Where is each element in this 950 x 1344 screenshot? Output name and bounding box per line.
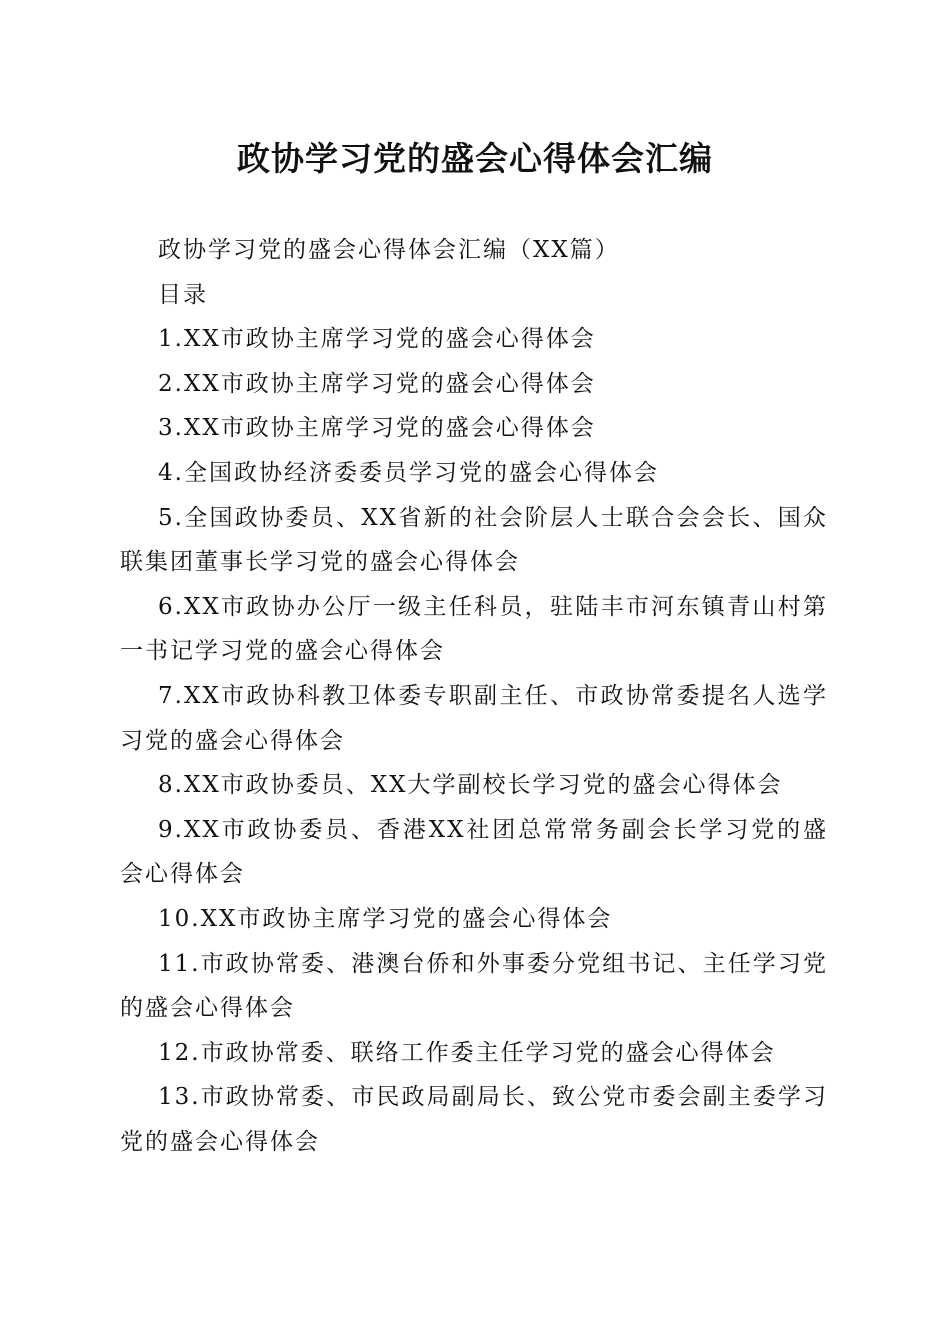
toc-heading: 目录	[158, 281, 208, 308]
toc-item: 12.市政协常委、联络工作委主任学习党的盛会心得体会	[158, 1039, 776, 1066]
toc-item: 9.XX市政协委员、香港XX社团总常常务副会长学习党的盛会心得体会	[120, 816, 828, 888]
toc-item: 7.XX市政协科教卫体委专职副主任、市政协常委提名人选学习党的盛会心得体会	[120, 682, 828, 754]
toc-item: 1.XX市政协主席学习党的盛会心得体会	[158, 326, 596, 353]
toc-item: 11.市政协常委、港澳台侨和外事委分党组书记、主任学习党的盛会心得体会	[120, 950, 828, 1022]
toc-item: 5.全国政协委员、XX省新的社会阶层人士联合会会长、国众联集团董事长学习党的盛会心得体会	[120, 504, 828, 576]
toc-item: 6.XX市政协办公厅一级主任科员，驻陆丰市河东镇青山村第一书记学习党的盛会心得体会	[120, 593, 828, 665]
toc-item: 13.市政协常委、市民政局副局长、致公党市委会副主委学习党的盛会心得体会	[120, 1084, 828, 1155]
toc-item: 10.XX市政协主席学习党的盛会心得体会	[158, 905, 613, 932]
document-body	[120, 228, 828, 1164]
document-subtitle: 政协学习党的盛会心得体会汇编（XX篇）	[158, 237, 620, 263]
toc-item: 3.XX市政协主席学习党的盛会心得体会	[158, 415, 596, 442]
toc-item: 8.XX市政协委员、XX大学副校长学习党的盛会心得体会	[158, 772, 783, 799]
document-title: 政协学习党的盛会心得体会汇编	[237, 139, 713, 178]
toc-item: 2.XX市政协主席学习党的盛会心得体会	[158, 370, 596, 397]
toc-item: 4.全国政协经济委委员学习党的盛会心得体会	[158, 459, 659, 486]
